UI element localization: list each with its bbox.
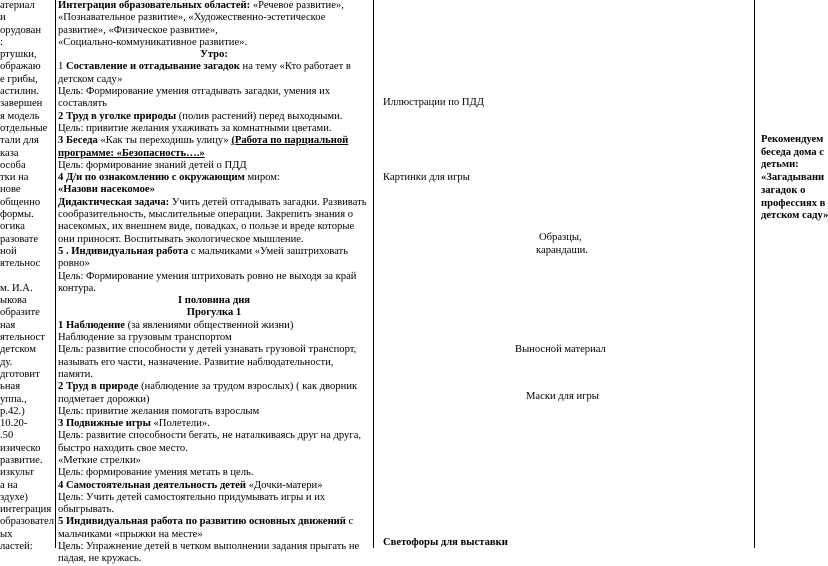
materials-line: м. И.А. <box>0 282 33 294</box>
materials-line: здухе) <box>0 491 28 503</box>
materials-line: ртушки, <box>0 49 37 61</box>
materials-line: ная <box>0 319 16 331</box>
recommendation-line: детском саду» <box>761 210 828 222</box>
recommendations-column <box>761 134 828 223</box>
materials-line: 10.20- <box>0 418 28 430</box>
table-border <box>754 0 755 548</box>
materials-line: ятельнос <box>0 258 41 270</box>
materials-line: общенно <box>0 196 41 208</box>
materials-line: тали для <box>0 135 39 147</box>
recommendation-line: Рекомендуем <box>761 134 824 145</box>
materials-line: .50 <box>0 430 14 442</box>
masks-text: Маски для игры <box>526 391 599 402</box>
integration-line: Интеграция образовательных областей: «Речевое развитие», <box>58 0 344 11</box>
materials-line: атериал <box>0 0 35 11</box>
materials-line: уппа., <box>0 393 27 405</box>
materials-line: образовател <box>0 516 55 528</box>
materials-line: интеграция <box>0 504 52 516</box>
materials-line: и <box>0 12 6 24</box>
table-border <box>55 0 56 548</box>
materials-line: ьная <box>0 381 21 393</box>
materials-line: р.42.) <box>0 405 25 417</box>
materials-line: ной <box>0 245 17 257</box>
recommendation-line: профессиях в <box>761 197 826 209</box>
materials-line: я модель <box>0 110 40 122</box>
recommendation-line: детьми: <box>761 159 799 171</box>
materials-column <box>0 0 55 553</box>
pencils-text: карандаши. <box>536 245 588 256</box>
materials-line: изкульт <box>0 467 35 479</box>
half-day-title: I половина дня <box>177 295 251 307</box>
materials-line: ятельност <box>0 332 45 344</box>
table-border <box>373 0 374 548</box>
materials-line: огика <box>0 221 25 233</box>
activities-column: Интеграция образовательных областей: «Речевое развитие», «Познавательное развитие», «Художественно-эстетическое развитие», «Физическое развитие», «Социально-коммуникативное развитие». Утро: 1 Составление и отгадывание загадок на тему «Кто работает в детском саду» Цель: Формирование умения отгадывать загадки, умения их составлять 2 Труд в уголке природы (полив растений) перед выходными. Цель: привитие желания ухаживать за комнатными цветами. 3 Беседа «Как ты переходишь улицу» (Работа по парциальной программе: «Безопасность….» Цель: формирование знаний детей о ПДД 4 Д/и по ознакомлению с окружающим миром: «Назови насекомое» Дидактическая задача: Учить детей отгадывать загадки. Развивать сообразительность, мыслительные операции. Закрепить знания о насекомых, их внешнем виде, повадках, о пользе и вреде которые они приносят. Воспитывать экологическое мышление. 5 . Индивидуальная работа с мальчиками «Умей заштриховать ровно» Цель: Формирование умения штриховать ровно не выходя за край контура. I половина дня Прогулка 1 1 Наблюдение (за явлениями общественной жизни) Наблюдение за грузовым транспортом Цель: развитие способности у детей узнавать грузовой транспорт, называть его части, назначение. Развитие наблюдательности, памяти. 2 Труд в природе (наблюдение за трудом взрослых) ( как дворник подметает дорожки) Цель: привитие желания помогать взрослым 3 Подвижные игры «Полетели». Цель: развитие способности бегать, не наталкиваясь друг на друга, быстро находить свое место. «Меткие стрелки» Цель: формирование умения метать в цель. 4 Самостоятельная деятельность детей «Дочки-матери» Цель: Учить детей самостоятельно придумывать игры и их обыгрывать. 5 Индивидуальная работа по развитию основных движений с мальчиками «прыжки на месте» Цель: Упражнение детей в четком выполнении задания прыгать не падая, не кружась. <box>58 0 370 566</box>
materials-line: образите <box>0 307 40 319</box>
walk-title: Прогулка 1 <box>186 307 242 319</box>
materials-line: нове <box>0 184 21 196</box>
materials-line: отдельные <box>0 122 48 134</box>
materials-line: особа <box>0 159 26 171</box>
materials-line: ыкова <box>0 295 27 307</box>
materials-line: формы. <box>0 209 34 221</box>
recommendation-line: загадок о <box>761 184 806 196</box>
materials-line: ображаю <box>0 61 41 73</box>
materials-line: е грибы, <box>0 73 38 85</box>
integration-label: Интеграция образовательных областей: <box>58 0 251 11</box>
traffic-lights-text: Светофоры для выставки <box>383 537 508 548</box>
materials-line: завершен <box>0 98 43 110</box>
materials-line: астилин. <box>0 86 39 98</box>
materials-line: ду. <box>0 356 13 368</box>
materials-line <box>0 271 53 283</box>
illustrations-text: Иллюстрации по ПДД <box>383 97 484 108</box>
morning-title: Утро: <box>200 49 228 61</box>
materials-line: а на <box>0 479 18 491</box>
materials-line: тки на <box>0 172 29 184</box>
materials-line: : <box>0 36 3 48</box>
outdoor-material-text: Выносной материал <box>515 344 606 355</box>
samples-text: Образцы, <box>539 232 582 243</box>
materials-line: детском <box>0 344 36 356</box>
recommendation-line: «Загадывани <box>761 172 825 184</box>
materials-line: развитие. <box>0 454 43 466</box>
materials-line: изическо <box>0 442 41 454</box>
pictures-text: Картинки для игры <box>383 172 470 183</box>
materials-line: орудован <box>0 24 42 36</box>
recommendation-line: беседа дома с <box>761 146 824 158</box>
materials-line: дготовит <box>0 368 40 380</box>
materials-line: каза <box>0 147 19 159</box>
materials-line: ластей: <box>0 541 33 553</box>
materials-line: разовате <box>0 233 39 245</box>
materials-line: ых <box>0 528 13 540</box>
